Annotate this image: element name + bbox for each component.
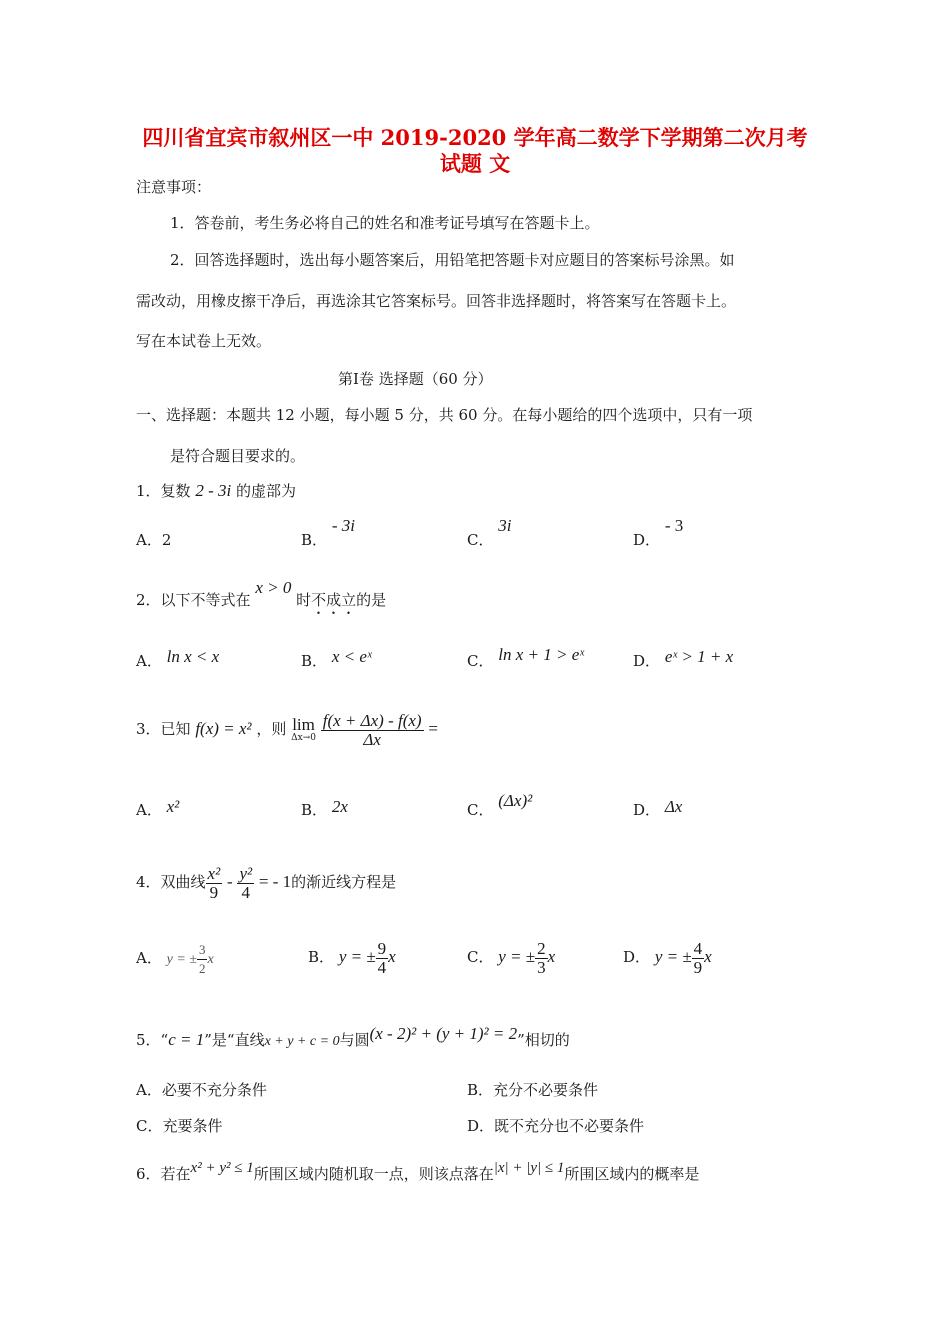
question-4-suffix: 的渐近线方程是: [291, 873, 397, 891]
section-title: 第Ⅰ卷 选择题（60 分）: [338, 370, 493, 388]
option-expr-prefix: y = ±: [498, 947, 536, 966]
part1-instructions-line1: 一、选择题：本题共 12 小题，每小题 5 分，共 60 分。在每小题给的四个选项中，只有一项: [136, 406, 753, 424]
option-expr: 2x: [331, 797, 348, 816]
option-var: x: [704, 947, 712, 966]
fraction-numerator: x²: [207, 863, 221, 883]
question-6-prefix: 6．若在: [136, 1165, 191, 1183]
limit-symbol: lim: [292, 715, 315, 734]
fraction-numerator: f(x + Δx) - f(x): [322, 710, 422, 730]
question-4-rhs: = - 1: [258, 872, 292, 891]
fraction-denominator: 4: [241, 882, 251, 902]
question-4-fraction-y: [237, 865, 254, 902]
option-expr: x < eˣ: [331, 647, 372, 666]
fraction-numerator: y²: [239, 863, 253, 883]
fraction-numerator: 4: [693, 938, 703, 958]
question-3-fraction: [321, 712, 424, 749]
notice-header: 注意事项：: [136, 178, 212, 196]
question-4-option-b: [308, 932, 396, 982]
option-label: B．: [301, 531, 328, 549]
question-4: [136, 852, 396, 912]
fraction-denominator: 9: [693, 957, 703, 977]
option-label: A．: [136, 801, 162, 819]
fraction-denominator: 9: [209, 882, 219, 902]
notice-item-2-line3: 写在本试卷上无效。: [136, 332, 272, 350]
question-2: [136, 578, 387, 618]
question-6-region2: |x| + |y| ≤ 1: [493, 1160, 565, 1176]
exam-title-line1: 四川省宜宾市叙州区一中 2019-2020 学年高二数学下学期第二次月考: [142, 125, 808, 150]
option-label: B．: [308, 948, 335, 966]
question-6-region1: x² + y² ≤ 1: [190, 1160, 254, 1176]
question-1: [136, 481, 296, 501]
part1-instructions-line2: 是符合题目要求的。: [170, 447, 306, 465]
fraction-denominator: 4: [377, 957, 387, 977]
option-expr: (Δx)²: [498, 791, 533, 810]
option-var: x: [388, 947, 396, 966]
question-6-mid: 所围区域内随机取一点，则该点落在: [253, 1165, 494, 1183]
question-3-option-b: [301, 797, 348, 820]
option-expr-prefix: y = ±: [338, 947, 376, 966]
fraction-numerator: 9: [377, 938, 387, 958]
question-5-condition: c = 1: [168, 1030, 205, 1049]
notice-item-2-line2: 需改动，用橡皮擦干净后，再选涂其它答案标号。回答非选择题时，将答案写在答题卡上。: [136, 292, 737, 310]
question-4-prefix: 4．双曲线: [136, 873, 206, 891]
question-2-option-c: [467, 645, 585, 671]
question-3-prefix: 3．已知: [136, 720, 191, 738]
option-label: D．: [633, 801, 661, 819]
question-4-option-a: [136, 936, 214, 980]
question-6-suffix: 所围区域内的概率是: [564, 1165, 700, 1183]
question-4-fraction-x: [206, 865, 223, 902]
question-3-function: f(x) = x²: [195, 719, 252, 738]
option-expr: x²: [166, 797, 180, 816]
question-1-prefix: 1．复数: [136, 482, 191, 500]
question-1-option-a: [136, 530, 171, 550]
question-5-line-eq: x + y + c = 0: [264, 1034, 340, 1049]
option-var: x: [207, 952, 214, 967]
option-label: A．2: [136, 531, 172, 549]
question-5-prefix: 5．“: [136, 1031, 169, 1049]
option-label: C．: [467, 652, 494, 670]
question-1-option-d: [633, 516, 684, 550]
question-5-circle-eq: (x - 2)² + (y + 1)² = 2: [369, 1024, 518, 1043]
option-expr-prefix: y = ±: [654, 947, 692, 966]
question-5-suffix: ”相切的: [517, 1031, 570, 1049]
option-label: D．: [623, 948, 651, 966]
option-expr: ln x + 1 > eˣ: [498, 645, 585, 664]
option-fraction: [692, 940, 705, 977]
question-6: [136, 1160, 700, 1185]
option-label: D．: [633, 652, 661, 670]
question-5-option-a: A．必要不充分条件: [136, 1081, 267, 1099]
question-3-option-a: [136, 797, 180, 820]
notice-item-2-line1: 2．回答选择题时，选出每小题答案后，用铅笔把答题卡对应题目的答案标号涂黑。如: [170, 251, 735, 269]
question-4-option-c: [467, 932, 555, 982]
question-3-equals: =: [428, 719, 438, 738]
question-3-option-d: [633, 797, 683, 820]
option-label: C．: [467, 531, 494, 549]
option-expr: 3i: [498, 516, 512, 535]
question-5-mid2: 与圆: [339, 1031, 370, 1049]
question-2-emphasis: 不成立: [311, 591, 357, 609]
question-4-minus: -: [226, 872, 233, 891]
option-fraction: [535, 940, 548, 977]
option-label: B．: [301, 801, 328, 819]
option-var: x: [547, 947, 556, 966]
question-2-option-a: [136, 647, 220, 671]
question-5-option-c: C．充要条件: [136, 1117, 223, 1135]
option-fraction: [376, 940, 389, 977]
question-1-expr: 2 - 3i: [195, 481, 232, 500]
option-label: A．: [136, 652, 162, 670]
option-label: A．: [136, 949, 162, 967]
option-label: D．: [633, 531, 661, 549]
limit-subscript: Δx→0: [291, 733, 316, 743]
question-4-option-d: [623, 932, 712, 982]
option-label: C．: [467, 948, 494, 966]
question-2-prefix: 2．以下不等式在: [136, 591, 251, 609]
option-expr: eˣ > 1 + x: [664, 647, 734, 666]
question-3-mid: ，则: [256, 720, 287, 738]
option-fraction: [197, 941, 208, 978]
question-5-option-d: D．既不充分也不必要条件: [467, 1117, 645, 1135]
question-2-condition: x > 0: [255, 578, 292, 597]
question-2-option-b: [301, 647, 372, 671]
question-5-mid1: ”是“直线: [204, 1031, 265, 1049]
option-expr: - 3: [664, 516, 684, 535]
question-5: [136, 1024, 570, 1052]
question-2-mid: 时: [296, 591, 312, 609]
question-5-option-b: B．充分不必要条件: [467, 1081, 599, 1099]
option-expr: Δx: [664, 797, 683, 816]
fraction-denominator: 3: [537, 957, 546, 977]
option-label: C．: [467, 801, 494, 819]
notice-item-1: 1．答卷前，考生务必将自己的姓名和准考证号填写在答题卡上。: [170, 214, 600, 232]
fraction-numerator: 2: [537, 938, 546, 958]
question-3-limit: [291, 717, 316, 743]
fraction-denominator: 2: [198, 960, 206, 976]
question-2-suffix: 的是: [356, 591, 387, 609]
exam-title-line2: 试题 文: [439, 151, 511, 176]
fraction-denominator: Δx: [363, 729, 381, 749]
question-1-option-c: [467, 516, 512, 550]
question-1-option-b: [301, 516, 355, 550]
question-3-option-c: [467, 791, 533, 820]
option-label: B．: [301, 652, 328, 670]
question-1-suffix: 的虚部为: [236, 482, 297, 500]
question-2-option-d: [633, 647, 734, 671]
option-expr: - 3i: [331, 516, 355, 535]
question-3: [136, 704, 438, 754]
fraction-numerator: 3: [197, 941, 208, 960]
option-expr: ln x < x: [166, 647, 220, 666]
option-expr-prefix: y = ±: [166, 952, 197, 967]
